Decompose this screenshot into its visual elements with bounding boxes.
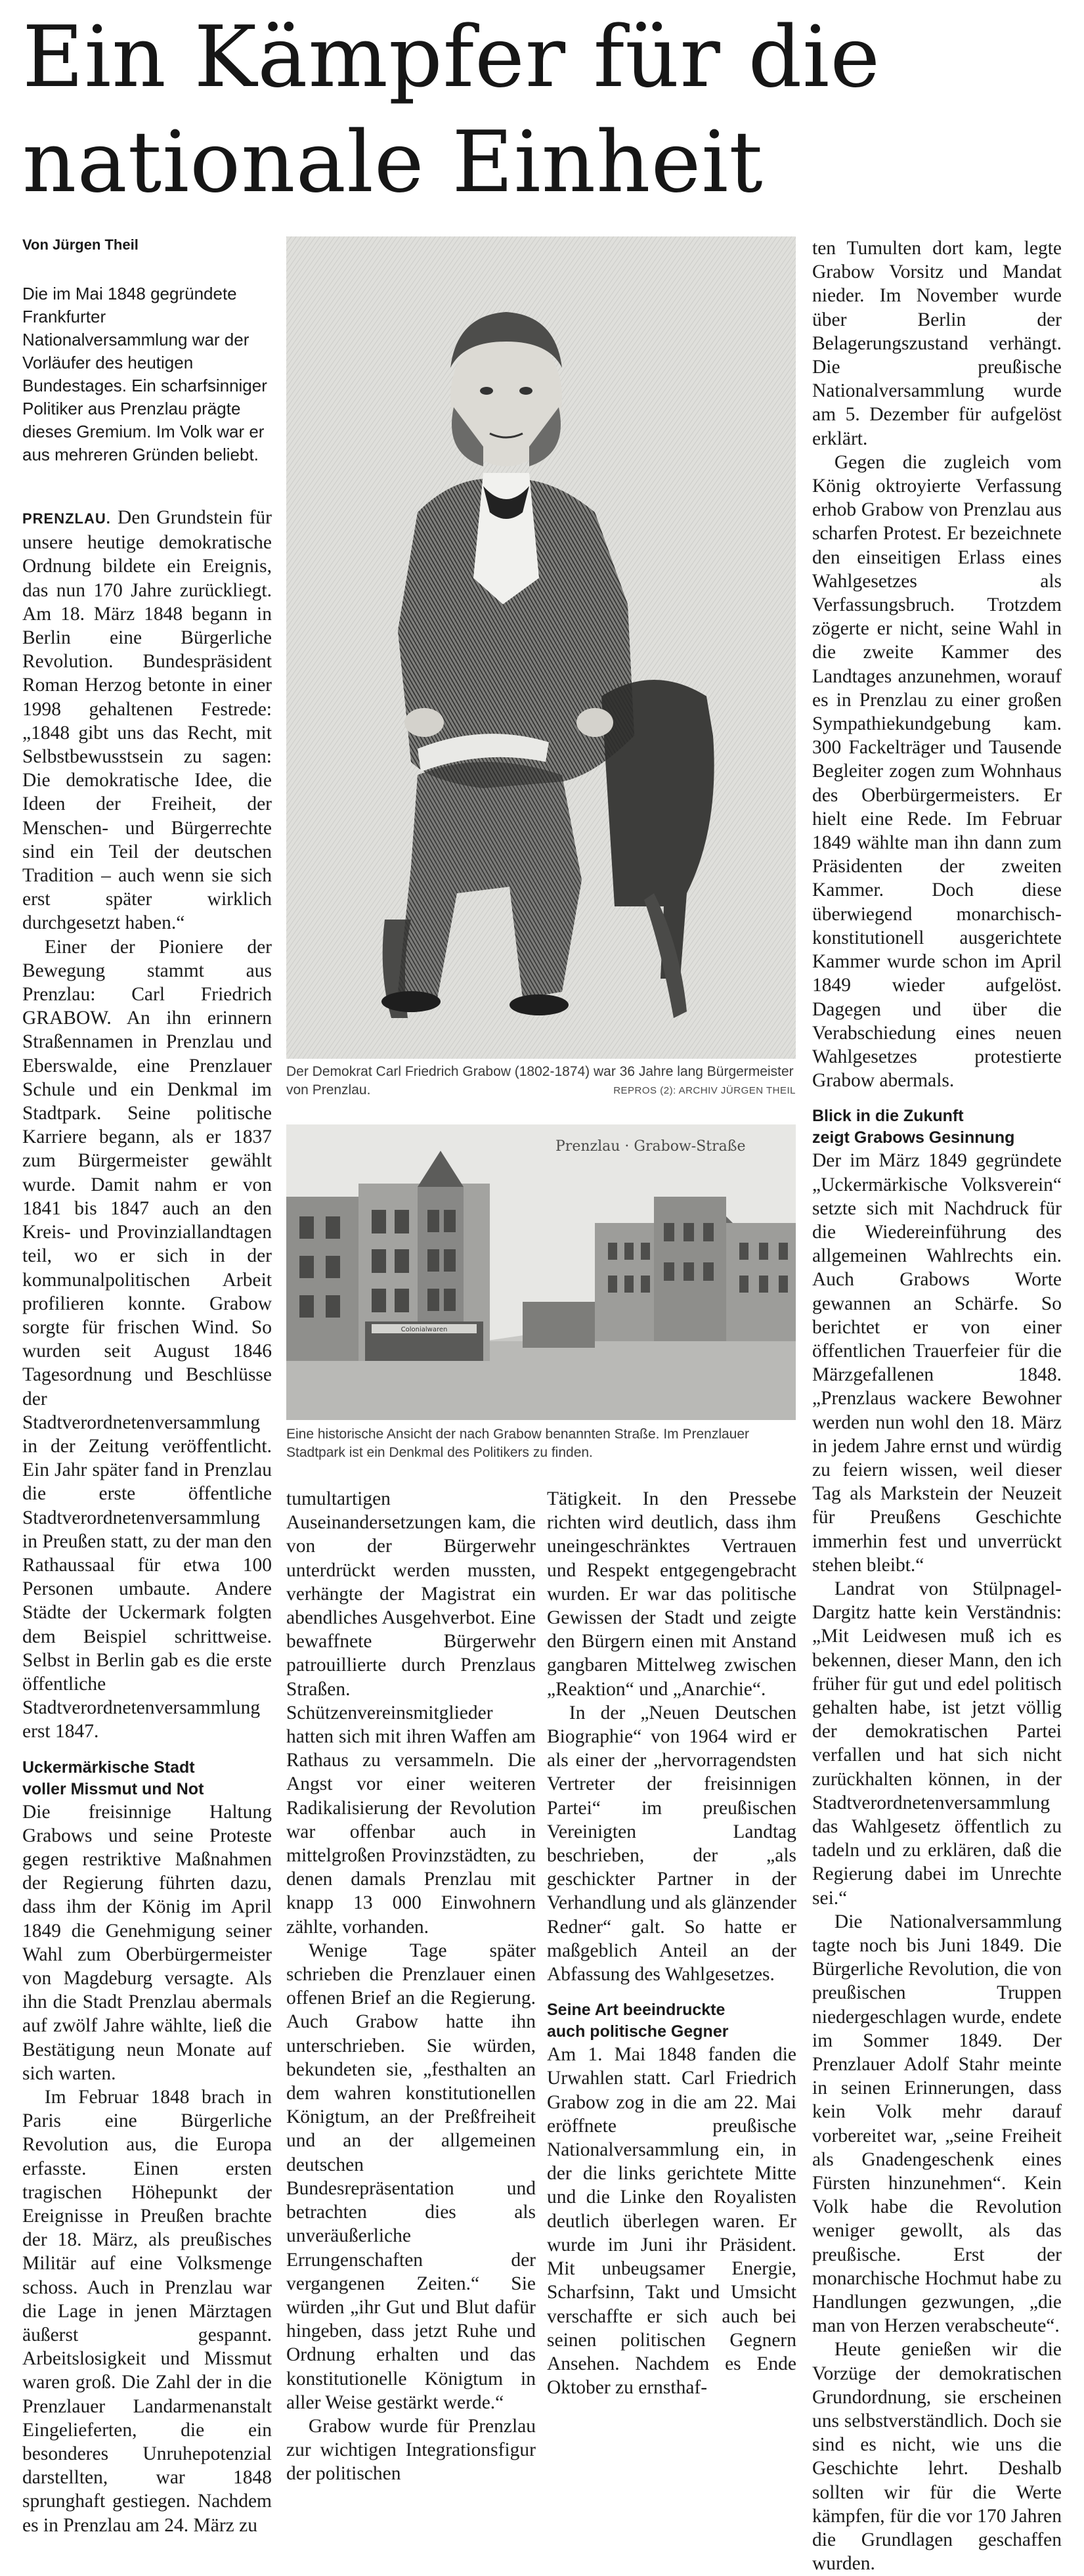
portrait-illustration bbox=[286, 236, 796, 1059]
subheading: Seine Art beeindruckte auch politische Gegner bbox=[547, 2001, 729, 2041]
body-paragraph: PRENZLAU. Den Grundstein für unsere heutige demokratische Ordnung bildete ein Ereignis, das nun 170 Jahre zurückliegt. Am 18. März 1848 begann in Berlin eine Bürgerliche Revolution. Bundespräsident Roman Herzog betonte in einer 1998 gehaltenen Festrede: „1848 gibt uns das Recht, mit Selbstbewusstsein zu sagen: Die demokratische Idee, die Ideen der Freiheit, der Menschen- und Bürgerrechte sind ein Teil der deutschen Tradition – auch wenn sie sich erst später wirklich durchgesetzt haben.“ bbox=[22, 507, 272, 934]
body-column-2 bbox=[286, 1487, 536, 2485]
portrait-engraving bbox=[286, 236, 796, 1059]
intro-teaser: Die im Mai 1848 gegründete Frankfurter Nationalversammlung war der Vorläufer des heutigen Bundestages. Ein scharfsinniger Politiker aus Prenzlau prägte dieses Gremium. Im Volk war er aus mehreren Gründen beliebt. bbox=[22, 284, 267, 464]
shop-sign: Colonialwaren bbox=[401, 1326, 448, 1333]
body-paragraph: tumultartigen Auseinandersetzungen kam, die von der Bürgerwehr unterdrückt werden mussten, verhängte der Magistrat ein abendliches Ausgehverbot. Eine bewaffnete Bürgerwehr patrouillierte durch Prenzlaus Straßen. Schützenvereinsmitglieder hatten sich mit ihren Waffen am Rathaus zu versammeln. Die Angst vor einer weiteren Radikalisierung der Revolution war offenbar auch in mittelgroßen Provinzstädten, zu denen damals Prenzlau mit knapp 13 000 Einwohnern zählte, vorhanden. bbox=[286, 1488, 536, 1938]
subheading: Blick in die Zukunft zeigt Grabows Gesinnung bbox=[812, 1107, 1015, 1147]
subheading: Uckermärkische Stadt voller Missmut und Not bbox=[22, 1758, 204, 1798]
body-paragraph: Die freisinnige Haltung Grabows und seine Proteste gegen restriktive Maßnahmen der Regierung führten dazu, dass ihm der König im April 1849 die Genehmigung seiner Wahl zum Oberbürgermeister von Magdeburg versagte. Als ihn die Stadt Prenzlau abermals auf zwölf Jahre wählte, ließ die Bestätigung neun Monate auf sich warten. bbox=[22, 1801, 272, 2084]
body-paragraph: Am 1. Mai 1848 fanden die Urwahlen statt. Carl Friedrich Grabow zog in die am 22. Mai eröffnete preußische Nationalversammlung ein, in der die links gerichtete Mitte und die Linke den Royalisten deutlich überlegen waren. Er wurde im Juni ihr Präsident. Mit unbeugsamer Energie, Scharfsinn, Takt und Umsicht verschaffte er sich auch bei seinen politischen Gegnern Ansehen. Nachdem es Ende Oktober zu ernsthaf- bbox=[547, 2044, 796, 2399]
body-paragraph: Tätigkeit. In den Pressebe richten wird deutlich, dass ihm uneingeschränktes Vertrauen und Respekt entgegengebracht wurden. Er war das politische Gewissen der Stadt und zeigte den Bürgern einen mit Anstand gangbaren Mittelweg zwischen „Reaktion“ und „Anarchie“. bbox=[547, 1488, 796, 1700]
body-paragraph: Die Nationalversammlung tagte noch bis Juni 1849. Die Bürgerliche Revolution, die von preußischen Truppen niedergeschlagen wurde, endete im Sommer 1849. Der Prenzlauer Adolf Stahr meinte in seinen Erinnerungen, dass kein Volk mehr darauf vorbereitet war, „seine Freiheit als Gnadengeschenk eines Fürsten hinzunehmen“. Kein Volk habe die Revolution weniger gewollt, als das preußische. Erst der monarchische Hochmut habe zu Handlungen gezwungen, „die man von Herzen verabscheute“. bbox=[812, 1911, 1062, 2337]
body-paragraph: In der „Neuen Deutschen Biographie“ von 1964 wird er als einer der „hervorragendsten Vertreter der freisinnigen Partei“ im preußischen Vereinigten Landtag beschrieben, der „als geschickter Partner in der Verhandlung und als glänzender Redner“ galt. So hatte er maßgeblich Anteil an der Abfassung des Wahlgesetzes. bbox=[547, 1702, 796, 1986]
body-paragraph: Landrat von Stülpnagel-Dargitz hatte kein Verständnis: „Mit Leidwesen muß ich es bekennen, dieser Mann, den ich früher für gut und edel politisch gehalten habe, ist jetzt völlig der demokratischen Partei verfallen und hat sich nicht zurückhalten können, in der Stadtverordnetenversammlung das Wahlgesetz öffentlich zu tadeln und zu erklären, daß die Regierung dabei im Unrechte sei.“ bbox=[812, 1578, 1062, 1909]
body-paragraph: ten Tumulten dort kam, legte Grabow Vorsitz und Mandat nieder. Im November wurde über Berlin der Belagerungszustand verhängt. Die preußische Nationalversammlung wurde am 5. Dezember für aufgelöst erklärt. bbox=[812, 238, 1062, 449]
photo-credit: REPROS (2): ARCHIV JÜRGEN THEIL bbox=[613, 1085, 796, 1096]
body-paragraph: Im Februar 1848 brach in Paris eine Bürgerliche Revolution aus, die Europa erfasste. Einen ersten tragischen Höhepunkt der Ereignisse in Preußen brachte der 18. März, als preußisches Militär auf eine Volksmenge schoss. Auch in Prenzlau war die Lage in jenen Märztagen äußerst gespannt. Arbeitslosigkeit und Missmut waren groß. Die Zahl der in die Prenzlauer Landarmenanstalt Eingelieferten, die ein besonderes Unruhepotenzial darstellten, war 1848 sprunghaft gestiegen. Nachdem es in Prenzlau am 24. März zu bbox=[22, 2087, 272, 2536]
headline-line-2: nationale Einheit bbox=[22, 114, 764, 211]
portrait-caption: Der Demokrat Carl Friedrich Grabow (1802-1874) war 36 Jahre lang Bürgermeister von Prenzlau. bbox=[286, 1064, 794, 1098]
body-paragraph: Wenige Tage später schrieben die Prenzlauer einen offenen Brief an die Regierung. Auch Grabow hatte ihn unterschrieben. Sie würden, bekundeten sie, „festhalten an dem wahren konstitutionellen Königtum, an der Preßfreiheit und an der allgemeinen deutschen Bundesrepräsentation und betrachten dies als unveräußerliche Errungenschaften der vergangenen Zeiten.“ Sie würden „ihr Gut und Blut dafür hingeben, dass jetzt Ruhe und Ordnung erhalten und das konstitutionelle Königtum in aller Weise gestärkt werde.“ bbox=[286, 1940, 536, 2413]
street-illustration bbox=[286, 1124, 796, 1420]
body-column-3 bbox=[547, 1487, 796, 2399]
body-paragraph: Gegen die zugleich vom König oktroyierte Verfassung erhob Grabow von Prenzlau aus scharfen Protest. Er bezeichnete den einseitigen Erlass eines Wahlgesetzes als Verfassungsbruch. Trotzdem zögerte er nicht, seine Wahl in die zweite Kammer des Landtages anzunehmen, worauf es in Prenzlau zu einer großen Sympathiekundgebung kam. 300 Fackelträger und Tausende Begleiter zogen zum Wohnhaus des Oberbürgermeisters. Er hielt eine Rede. Im Februar 1849 wählte man ihn dann zum Präsidenten der zweiten Kammer. Doch diese überwiegend monarchisch-konstitutionell ausgerichtete Kammer wurde schon im April 1849 wieder aufgelöst. Dagegen und über die Verabschiedung eines neuen Wahlgesetzes protestierte Grabow abermals. bbox=[812, 451, 1062, 1092]
body-paragraph: Grabow wurde für Prenzlau zur wichtigen Integrationsfigur der politischen bbox=[286, 2415, 536, 2485]
body-paragraph: Heute genießen wir die Vorzüge der demokratischen Grundordnung, sie erscheinen uns selbstverständlich. Doch sie sind es nicht, wie uns die Geschichte lehrt. Deshalb sollten wir für die Werte kämpfen, für die vor 170 Jahren die Grundlagen geschaffen wurden. bbox=[812, 2339, 1062, 2575]
dateline: PRENZLAU. bbox=[22, 510, 111, 527]
street-postcard-photo bbox=[286, 1124, 796, 1420]
byline: Von Jürgen Theil bbox=[22, 236, 139, 253]
headline bbox=[22, 5, 1047, 215]
headline-line-1: Ein Kämpfer für die bbox=[22, 9, 881, 106]
body-column-4 bbox=[812, 236, 1062, 2575]
postcard-title: Prenzlau · Grabow-Straße bbox=[555, 1138, 746, 1155]
street-caption: Eine historische Ansicht der nach Grabow benannten Straße. Im Prenzlauer Stadtpark ist ein Denkmal des Politikers zu finden. bbox=[286, 1427, 750, 1460]
body-paragraph: Der im März 1849 gegründete „Uckermärkische Volksverein“ setzte sich mit Nachdruck für die Wiedereinführung des allgemeinen Wahlrechts ein. Auch Grabows Worte gewannen an Schärfe. So berichtet er von einer öffentlichen Trauerfeier für die Märzgefallenen 1848. „Prenzlaus wackere Bewohner werden nun wohl den 18. März in jedem Jahre ernst und würdig zu feiern wissen, weil dieser Tag als Markstein der Neuzeit für Preußens Geschichte immerhin fest und unverrückt stehen bleibt.“ bbox=[812, 1150, 1062, 1576]
body-column-1 bbox=[22, 506, 272, 2536]
body-paragraph: Einer der Pioniere der Bewegung stammt aus Prenzlau: Carl Friedrich GRABOW. An ihn erinnern Straßennamen in Prenzlau und Eberswalde, eine Prenzlauer Schule und ein Denkmal im Stadtpark. Seine politische Karriere begann, als er 1837 zum Bürgermeister gewählt wurde. Damit nahm er von 1841 bis 1847 auch an den Kreis- und Provinziallandtagen teil, wo er sich in der kommunalpolitischen Arbeit profilieren konnte. Grabow sorgte für frischen Wind. So wurden seit August 1846 Tagesordnung und Beschlüsse der Stadtverordnetenversammlung in der Zeitung veröffentlicht. Ein Jahr später fand in Prenzlau die erste öffentliche Stadtverordnetenversammlung in Preußen statt, zu der man den Rathaussaal für etwa 100 Personen umbaute. Andere Städte der Uckermark folgten dem Beispiel schrittweise. Selbst in Berlin gab es die erste öffentliche Stadtverordnetenversammlung erst 1847. bbox=[22, 936, 272, 1743]
